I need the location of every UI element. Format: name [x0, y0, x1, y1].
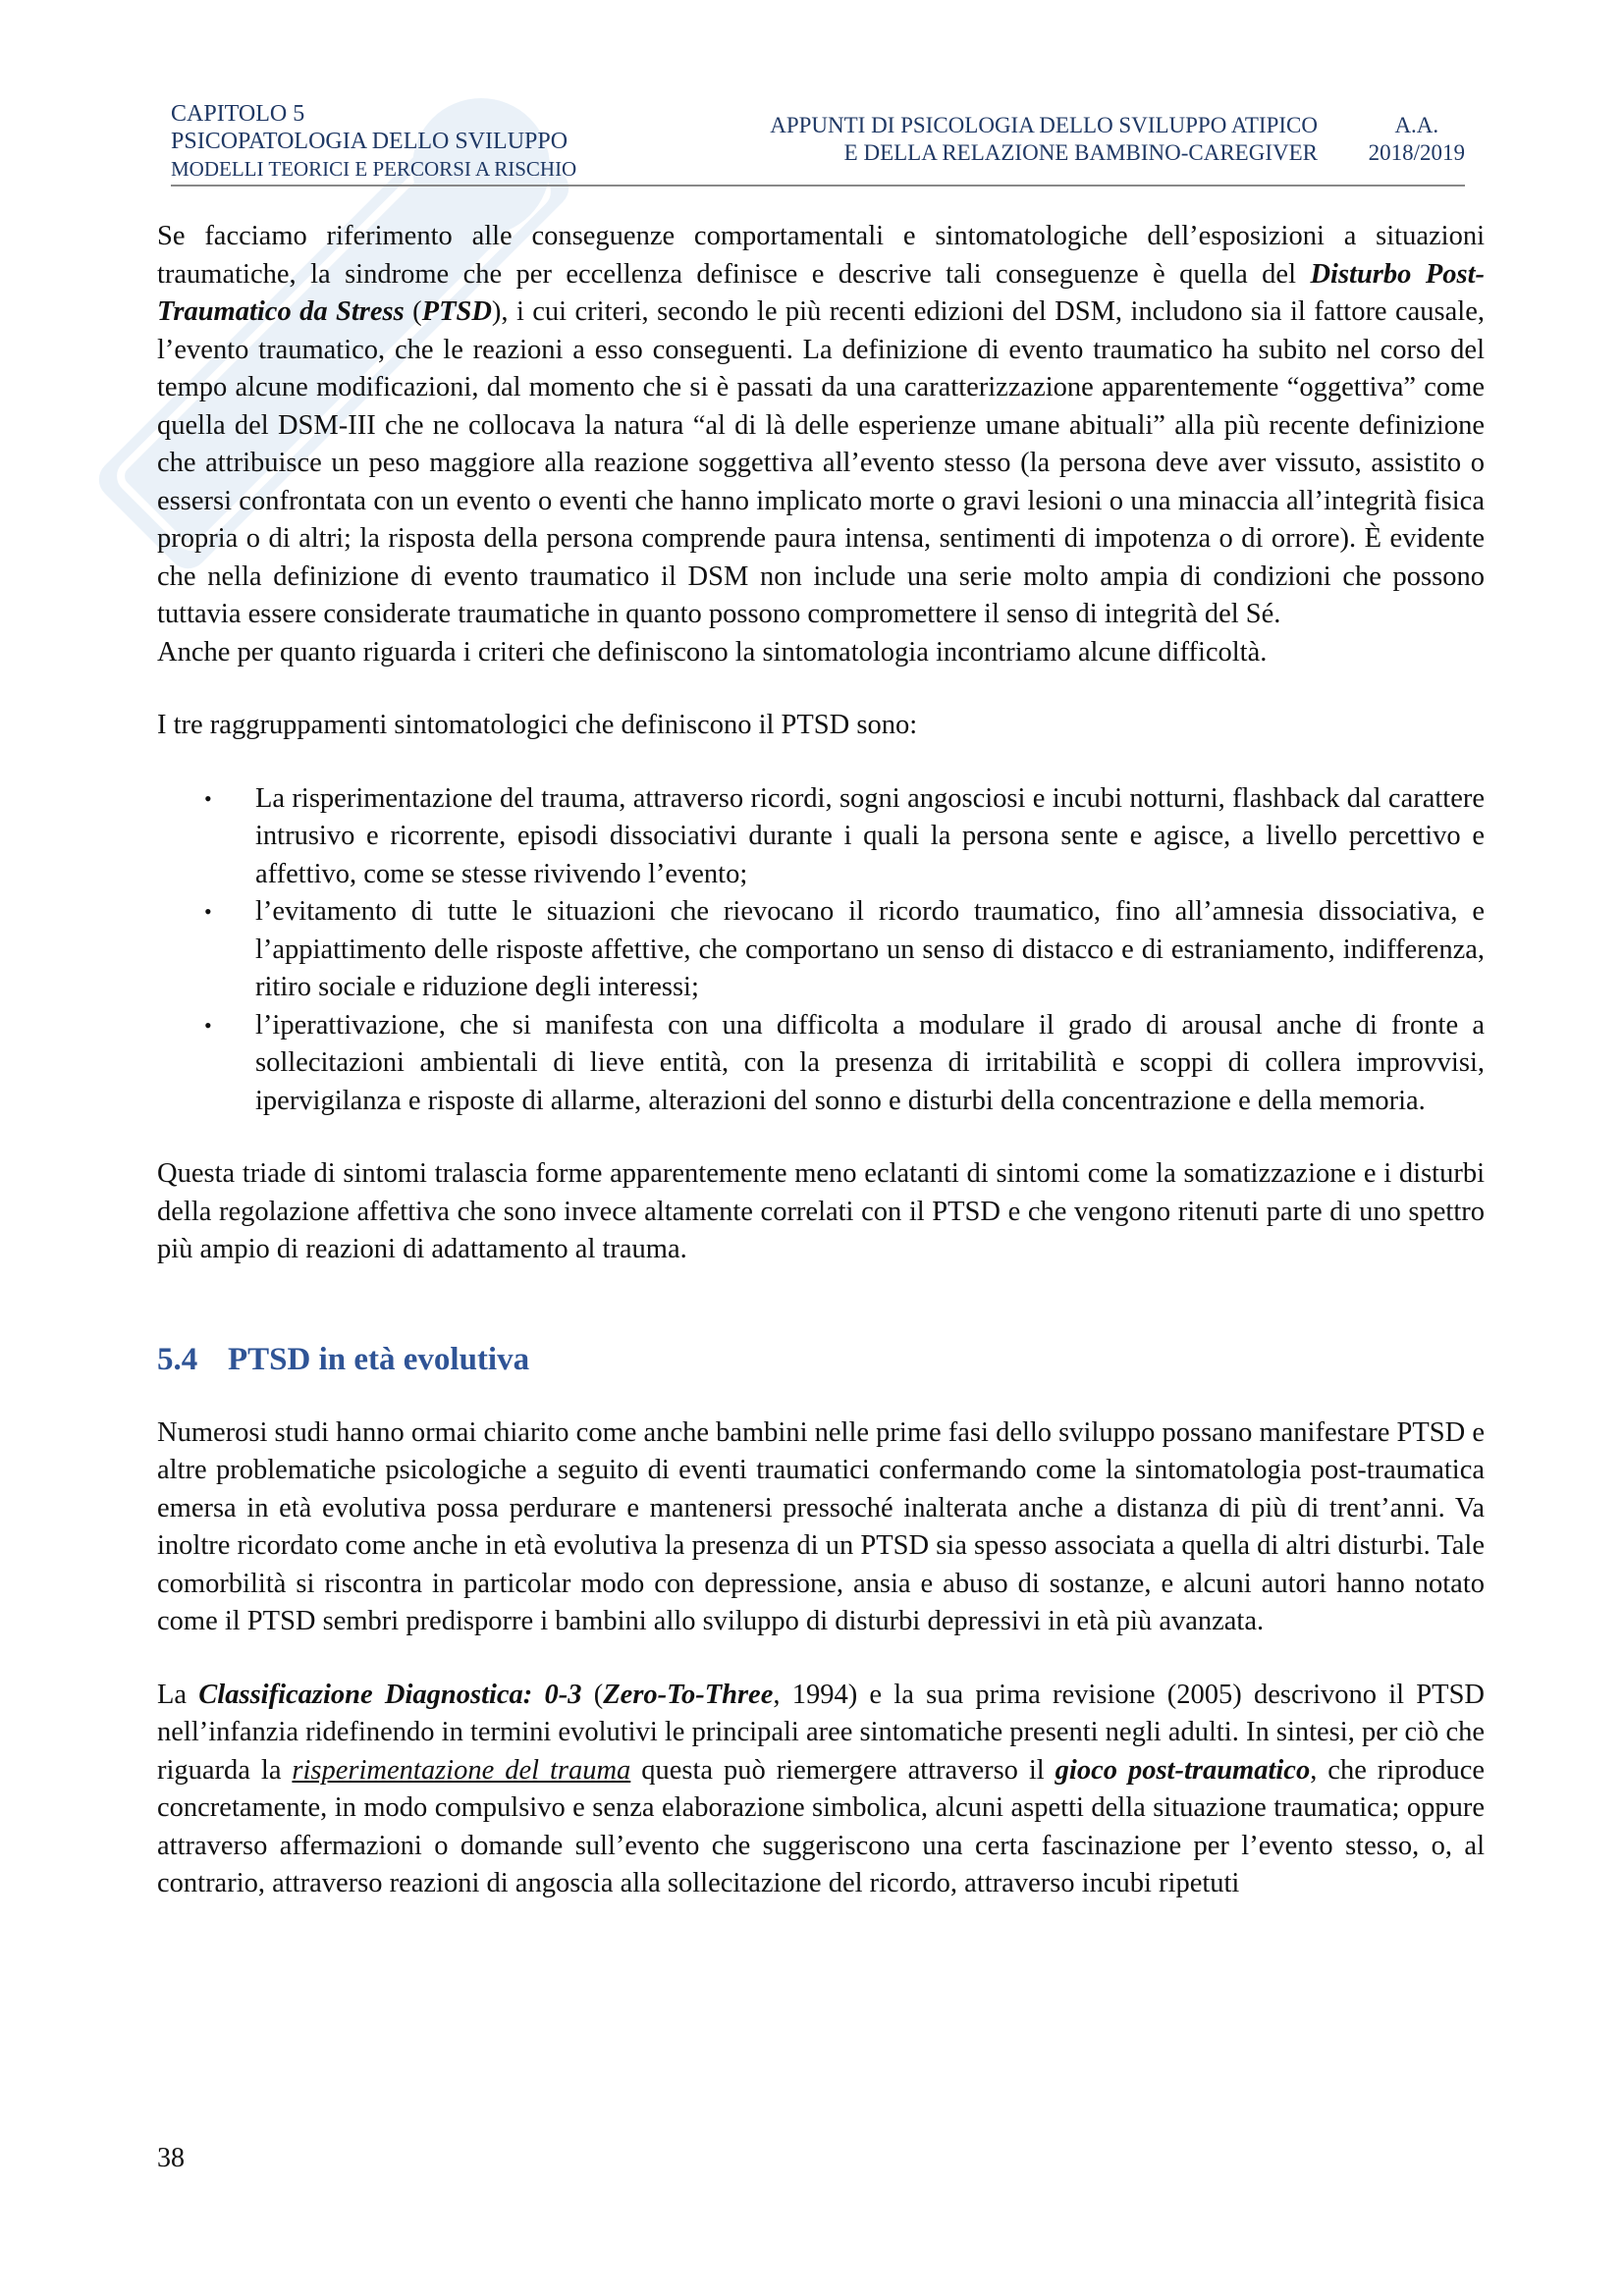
header-chapter: CAPITOLO 5	[171, 101, 305, 127]
text-run: , che riproduce concretamente, in modo compulsivo e senza elaborazione simbolica, alcuni aspetti della situazione traumatica; oppure attraverso affermazioni o domande sull’evento che suggeriscono una certa fascinazione per l’evento stesso, o, al contrario, attraverso reazioni di angoscia alla sollecitazione del ricordo, attraverso incubi ripetuti	[157, 1754, 1485, 1898]
text-run: La	[157, 1679, 199, 1710]
list-item	[157, 780, 1485, 894]
header-chapter-subtitle: MODELLI TEORICI E PERCORSI A RISCHIO	[171, 157, 577, 181]
text-run: questa può riemergere attraverso il	[630, 1754, 1056, 1786]
header-course-line2: E DELLA RELAZIONE BAMBINO-CAREGIVER	[843, 140, 1318, 165]
spacer	[157, 1379, 1485, 1415]
term-zero-to-three: Zero-To-Three	[603, 1679, 774, 1710]
paragraph-symptom-criteria: Anche per quanto riguarda i criteri che definiscono la sintomatologia incontriamo alcune difficoltà.	[157, 636, 1268, 667]
text-run: (	[581, 1679, 604, 1710]
page-number: 38	[157, 2143, 185, 2173]
paragraph-ptsd-definition	[157, 218, 1485, 634]
symptom-list	[157, 780, 1485, 1121]
list-item-text: l’evitamento di tutte le situazioni che rievocano il ricordo traumatico, fino all’amnesia dissociativa, e l’appiattimento delle risposte affettive, che comportano un senso di distacco e di estraniamento, indifferenza, ritiro sociale e riduzione degli interessi;	[255, 896, 1485, 1002]
term-ptsd-full: Disturbo Post-Traumatico da Stress	[157, 258, 1485, 327]
term-ptsd-acronym: PTSD	[421, 296, 492, 327]
text-run: Se facciamo riferimento alle conseguenze comportamentali e sintomatologiche dell’esposizioni a situazioni traumatiche, la sindrome che per eccellenza definisce e descrive tali conseguenze è quella del	[157, 221, 1485, 290]
term-gioco-post-traumatico: gioco post-traumatico	[1055, 1754, 1311, 1786]
bullet-icon: •	[204, 785, 212, 811]
header-year-label: A.A.	[1394, 113, 1439, 137]
header-chapter-title: PSICOPATOLOGIA DELLO SVILUPPO	[171, 129, 568, 154]
spacer	[157, 1641, 1485, 1677]
spacer	[157, 671, 1485, 707]
term-classification: Classificazione Diagnostica: 0-3	[198, 1679, 582, 1710]
section-title: PTSD in età evolutiva	[228, 1341, 530, 1377]
spacer	[157, 1269, 1485, 1305]
page-content	[157, 218, 1485, 1903]
paragraph-symptom-groups-intro: I tre raggruppamenti sintomatologici che definiscono il PTSD sono:	[157, 710, 918, 740]
list-item-text: La risperimentazione del trauma, attraverso ricordi, sogni angosciosi e incubi notturni, flashback dal carattere intrusivo e ricorrente, episodi dissociativi durante i quali la persona sente e agisce, a livello percettivo e affettivo, come se stesse rivivendo l’evento;	[255, 782, 1485, 889]
bullet-icon: •	[204, 1012, 212, 1038]
header-year-value: 2018/2019	[1368, 140, 1465, 165]
text-run: , 1994) e la sua prima revisione (2005) descrivono il PTSD nell’infanzia ridefinendo in termini evolutivi le principali aree sintomatiche presenti negli adulti. In sintesi, per ciò che riguarda la	[157, 1679, 1486, 1786]
bullet-icon: •	[204, 899, 212, 924]
paragraph-zero-to-three	[157, 1677, 1485, 1903]
spacer	[157, 1305, 1485, 1340]
section-heading	[157, 1340, 1485, 1379]
paragraph-triad-limits: Questa triade di sintomi tralascia forme apparentemente meno eclatanti di sintomi come la somatizzazione e i disturbi della regolazione affettiva che sono invece altamente correlati con il PTSD e che vengono ritenuti parte di uno spettro più ampio di reazioni di adattamento al trauma.	[157, 1158, 1485, 1264]
header-year-block	[1369, 112, 1465, 167]
header-chapter-block	[171, 100, 576, 183]
list-item	[157, 893, 1485, 1007]
list-item	[157, 1007, 1485, 1121]
text-run: (	[404, 296, 422, 327]
page-header	[171, 94, 1465, 187]
text-run: ), i cui criteri, secondo le più recenti edizioni del DSM, includono sia il fattore causale, l’evento traumatico, che le reazioni a esso conseguenti. La definizione di evento traumatico ha subito nel corso del tempo alcune modificazioni, dal momento che si è passati da una caratterizzazione apparentemente “oggettiva” come quella del DSM-III che ne collocava la natura “al di là delle esperienze umane abituali” alla più recente definizione che attribuisce un peso maggiore alla reazione soggettiva all’evento stesso (la persona deve aver vissuto, assistito o essersi confrontata con un evento o eventi che hanno implicato morte o gravi lesioni o una minaccia all’integrità fisica propria o di altri; la risposta della persona comprende paura intensa, sentimenti di impotenza o di orrore). È evidente che nella definizione di evento traumatico il DSM non include una serie molto ampia di condizioni che possono tuttavia essere considerate traumatiche in quanto possono compromettere il senso di integrità del Sé.	[157, 296, 1485, 629]
header-course-block	[770, 112, 1318, 167]
spacer	[157, 1120, 1485, 1155]
header-course-line1: APPUNTI DI PSICOLOGIA DELLO SVILUPPO ATIPICO	[770, 113, 1318, 137]
paragraph-ptsd-children: Numerosi studi hanno ormai chiarito come anche bambini nelle prime fasi dello sviluppo possano manifestare PTSD e altre problematiche psicologiche a seguito di eventi traumatici confermando come la sintomatologia post-traumatica emersa in età evolutiva possa perdurare e mantenersi pressoché inalterata anche a distanza di più di trent’anni. Va inoltre ricordato come anche in età evolutiva la presenza di un PTSD sia spesso associata a quella di altri disturbi. Tale comorbilità si riscontra in particolar modo con depressione, ansia e abuso di sostanze, e alcuni autori hanno notato come il PTSD sembri predisporre i bambini allo sviluppo di disturbi depressivi in età più avanzata.	[157, 1416, 1485, 1636]
spacer	[157, 745, 1485, 780]
section-number: 5.4	[157, 1341, 198, 1377]
term-risperimentazione: risperimentazione del trauma	[292, 1754, 631, 1786]
list-item-text: l’iperattivazione, che si manifesta con una difficolta a modulare il grado di arousal anche di fronte a sollecitazioni ambientali di lieve entità, con la presenza di irritabilità e scoppi di collera improvvisi, ipervigilanza e risposte di allarme, alterazioni del sonno e disturbi della concentrazione e della memoria.	[255, 1009, 1485, 1116]
